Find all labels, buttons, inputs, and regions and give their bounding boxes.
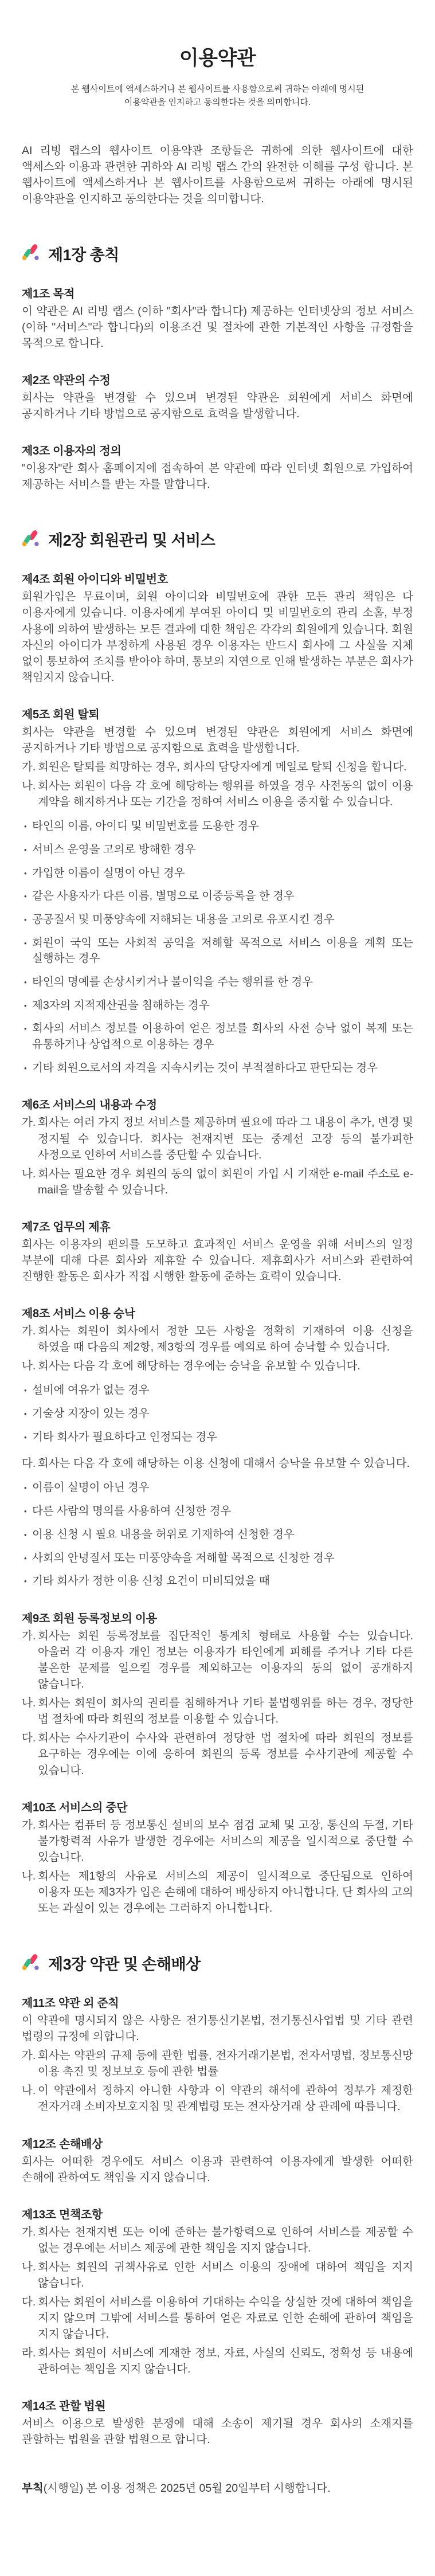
lettered-item xyxy=(22,2048,413,2080)
bullet-item xyxy=(22,998,413,1014)
bullet-dot-icon: • xyxy=(24,845,27,854)
page-subtitle-line1: 본 웹사이트에 액세스하거나 본 웹사이트를 사용함으로써 귀하는 아래에 명시된 xyxy=(70,84,365,94)
article-title: 제2조 약관의 수정 xyxy=(22,374,111,387)
article xyxy=(22,2397,413,2448)
bullet-text: 회원이 국익 또는 사회적 공익을 저해할 목적으로 서비스 이용을 계획 또는 실행하는 경우 xyxy=(32,936,413,965)
item-label: 가. xyxy=(22,1116,36,1129)
item-text: 회사는 회원이 다음 각 호에 해당하는 행위를 하였을 경우 사전동의 없이 이용 계약을 해지하거나 또는 기간을 정하여 서비스 이용을 중지할 수 있습니다. xyxy=(38,780,413,809)
item-text: 회원은 탈퇴를 희망하는 경우, 회사의 담당자에게 메일로 탈퇴 신청을 합니다. xyxy=(38,760,407,773)
bullet-text: 사회의 안녕질서 또는 미풍양속을 저해할 목적으로 신청한 경우 xyxy=(32,1551,335,1564)
item-text: 회사는 회원이 서비스에 게재한 정보, 자료, 사실의 신뢰도, 정확성 등 내용에 관하여는 책임을 지지 않습니다. xyxy=(38,2347,413,2376)
brand-logo-icon xyxy=(22,529,41,550)
item-label: 가. xyxy=(22,1325,36,1338)
lettered-item xyxy=(22,1455,413,1471)
chapter-heading-label: 제1장 총칙 xyxy=(48,246,119,264)
bullet-text: 같은 사용자가 다른 이름, 별명으로 이중등록을 한 경우 xyxy=(32,890,295,903)
article xyxy=(22,1994,413,2115)
appendix xyxy=(22,2480,413,2496)
bullet-item xyxy=(22,1551,413,1567)
item-text: 회사는 회원 등록정보를 집단적인 통계치 형태로 사용할 수는 있습니다. 아울러 각 이용자 개인 정보는 이용자가 타인에게 피해를 주거나 기타 다른 불온한 문제를 일으킬 경우를 제외하고는 이용자의 동의 없이 공개하지 않습니다. xyxy=(38,1629,413,1691)
bullet-text: 가입한 이름이 실명이 아닌 경우 xyxy=(32,866,185,879)
paragraph: "이용자"란 회사 홈페이지에 접속하여 본 약관에 따라 인터넷 회원으로 가입하여 제공하는 서비스를 받는 자를 말합니다. xyxy=(22,462,413,491)
chapters-container xyxy=(22,242,413,2448)
chapter-heading xyxy=(22,242,413,265)
article xyxy=(22,1095,413,1197)
appendix-text: (시행일) 본 이용 정책은 2025년 05월 20일부터 시행합니다. xyxy=(43,2481,331,2495)
item-label: 다. xyxy=(22,1732,36,1745)
article xyxy=(22,1304,413,1590)
intro-paragraph: AI 리빙 랩스의 웹사이트 이용약관 조항들은 귀하에 의한 웹사이트에 대한 액세스와 이용과 관련한 귀하와 AI 리빙 랩스 간의 완전한 이해를 구성 합니다. 본 웹사이트에 액세스하거나 본 웹사이트를 사용함으로써 귀하는 아래에 명시된 이용약관을 인지하고 동의한다는 것을 의미합니다. xyxy=(22,144,413,205)
lettered-item xyxy=(22,2294,413,2342)
bullet-list xyxy=(22,819,413,1076)
bullet-dot-icon: • xyxy=(24,1507,27,1516)
item-label: 가. xyxy=(22,1818,36,1831)
bullet-list xyxy=(22,1480,413,1589)
item-text: 회사는 필요한 경우 회원의 동의 없이 회원이 가입 시 기재한 e-mail 주소로 e-mail을 발송할 수 있습니다. xyxy=(38,1167,413,1196)
article-title: 제14조 관할 법원 xyxy=(22,2400,106,2413)
bullet-item xyxy=(22,912,413,928)
page-subtitle-line2: 이용약관을 인지하고 동의한다는 것을 의미합니다. xyxy=(124,97,311,108)
page-title: 이용약관 xyxy=(179,47,256,69)
article-title: 제11조 약관 외 준칙 xyxy=(22,1997,119,2010)
item-label: 가. xyxy=(22,1629,36,1642)
article xyxy=(22,1217,413,1285)
bullet-item xyxy=(22,1383,413,1399)
bullet-dot-icon: • xyxy=(24,892,27,901)
lettered-item xyxy=(22,778,413,810)
item-label: 가. xyxy=(22,760,36,773)
item-label: 나. xyxy=(22,2260,36,2273)
bullet-text: 설비에 여유가 없는 경우 xyxy=(32,1384,150,1397)
bullet-dot-icon: • xyxy=(24,1432,27,1442)
paragraph: 서비스 이용으로 발생한 분쟁에 대해 소송이 제기될 경우 회사의 소재지를 관할하는 법원을 관할 법원으로 합니다. xyxy=(22,2417,413,2446)
brand-logo-icon xyxy=(22,243,41,264)
article-title: 제8조 서비스 이용 승낙 xyxy=(22,1307,135,1321)
bullet-text: 기타 회사가 필요하다고 인정되는 경우 xyxy=(32,1430,218,1443)
lettered-item xyxy=(22,2082,413,2115)
bullet-dot-icon: • xyxy=(24,1024,27,1033)
lettered-item xyxy=(22,1323,413,1355)
article-title: 제13조 면책조항 xyxy=(22,2208,103,2221)
article-title: 제10조 서비스의 중단 xyxy=(22,1801,128,1814)
paragraph: 이 약관에 명시되지 않은 사항은 전기통신기본법, 전기통신사업법 및 기타 관련 법령의 규정에 의합니다. xyxy=(22,2014,413,2043)
article xyxy=(22,1609,413,1779)
lettered-item xyxy=(22,1695,413,1727)
item-label: 나. xyxy=(22,1697,36,1710)
bullet-dot-icon: • xyxy=(24,1553,27,1563)
bullet-dot-icon: • xyxy=(24,1530,27,1539)
bullet-item xyxy=(22,1527,413,1543)
item-text: 회사는 다음 각 호에 해당하는 경우에는 승낙을 유보할 수 있습니다. xyxy=(38,1360,360,1373)
article xyxy=(22,570,413,685)
item-text: 회사는 회원이 회사에서 정한 모든 사항을 정확히 기재하여 이용 신청을 하였을 때 다음의 제2항, 제3항의 경우를 예외로 하여 승낙할 수 있습니다. xyxy=(38,1325,413,1354)
article xyxy=(22,705,413,1076)
item-label: 나. xyxy=(22,780,36,793)
chapter-heading xyxy=(22,528,413,550)
bullet-item xyxy=(22,888,413,905)
chapter-section xyxy=(22,242,413,493)
chapter-heading-label: 제2장 회원관리 및 서비스 xyxy=(48,532,215,550)
bullet-text: 이름이 실명이 아닌 경우 xyxy=(32,1481,150,1494)
bullet-dot-icon: • xyxy=(24,938,27,948)
bullet-item xyxy=(22,819,413,835)
article-title: 제5조 회원 탈퇴 xyxy=(22,708,100,721)
item-text: 회사는 여러 가지 정보 서비스를 제공하며 필요에 따라 그 내용이 추가, 변경 및 정지될 수 있습니다. 회사는 천재지변 또는 중계선 고장 등의 불가피한 사정으로 인하여 서비스를 중단할 수 있습니다. xyxy=(38,1116,413,1161)
item-label: 나. xyxy=(22,1167,36,1180)
item-label: 다. xyxy=(22,1457,36,1470)
bullet-text: 공공질서 및 미풍양속에 저해되는 내용을 고의로 유포시킨 경우 xyxy=(32,913,335,926)
item-text: 이 약관에서 정하지 아니한 사항과 이 약관의 해석에 관하여 정부가 제정한 전자거래 소비자보호지침 및 관계법령 또는 전자상거래 상 관례에 따릅니다. xyxy=(38,2084,413,2113)
lettered-item xyxy=(22,1114,413,1162)
bullet-item xyxy=(22,1430,413,1446)
chapter-heading-label: 제3장 약관 및 손해배상 xyxy=(48,1956,201,1974)
bullet-text: 다른 사람의 명의를 사용하여 신청한 경우 xyxy=(32,1505,232,1518)
article xyxy=(22,1798,413,1916)
article xyxy=(22,371,413,422)
paragraph: 회사는 어떠한 경우에도 서비스 이용과 관련하여 이용자에게 발생한 어떠한 손해에 관하여도 책임을 지지 않습니다. xyxy=(22,2155,413,2184)
article-title: 제7조 업무의 제휴 xyxy=(22,1220,111,1234)
article xyxy=(22,2135,413,2186)
bullet-item xyxy=(22,1480,413,1496)
item-label: 라. xyxy=(22,2347,36,2360)
bullet-item xyxy=(22,1573,413,1590)
item-label: 가. xyxy=(22,2049,36,2062)
lettered-item xyxy=(22,1358,413,1374)
bullet-item xyxy=(22,1406,413,1422)
item-text: 회사는 천재지변 또는 이에 준하는 불가항력으로 인하여 서비스를 제공할 수 없는 경우에는 서비스 제공에 관한 책임을 지지 않습니다. xyxy=(38,2225,413,2254)
chapter-heading xyxy=(22,1952,413,1974)
bullet-dot-icon: • xyxy=(24,1410,27,1419)
chapter-section xyxy=(22,1952,413,2448)
bullet-text: 기타 회사가 정한 이용 신청 요건이 미비되었을 때 xyxy=(32,1575,270,1588)
appendix-label: 부칙 xyxy=(22,2481,44,2495)
article xyxy=(22,441,413,492)
paragraph: 회원가입은 무료이며, 회원 아이디와 비밀번호에 관한 모든 관리 책임은 다 이용자에게 있습니다. 이용자에게 부여된 아이디 및 비밀번호의 관리 소홀, 부정 사용에 의하여 발생하는 모든 결과에 대한 책임은 각각의 회원에게 있습니다. 회원 자신의 아이디가 부정하게 사용된 경우 이용자는 반드시 회사에 그 사실을 지체 없이 통보하여 조치를 받아야 하며, 통보의 지연으로 인해 발생하는 부분은 회사가 책임지지 않습니다. xyxy=(22,590,413,684)
bullet-list xyxy=(22,1383,413,1445)
lettered-item xyxy=(22,1868,413,1916)
bullet-text: 회사의 서비스 정보를 이용하여 얻은 정보를 회사의 사전 승낙 없이 복제 또는 유통하거나 상업적으로 이용하는 경우 xyxy=(32,1022,413,1051)
page-subtitle xyxy=(22,83,413,109)
item-text: 회사는 회원의 귀책사유로 인한 서비스 이용의 장애에 대하여 책임을 지지 않습니다. xyxy=(38,2260,413,2289)
bullet-text: 타인의 명예를 손상시키거나 불이익을 주는 행위를 한 경우 xyxy=(32,976,313,989)
item-label: 나. xyxy=(22,2084,36,2097)
chapter-section xyxy=(22,528,413,1916)
lettered-item xyxy=(22,759,413,775)
bullet-dot-icon: • xyxy=(24,1577,27,1586)
bullet-dot-icon: • xyxy=(24,978,27,987)
article-title: 제3조 이용자의 정의 xyxy=(22,445,122,458)
bullet-text: 타인의 이름, 아이디 및 비밀번호를 도용한 경우 xyxy=(32,820,259,833)
lettered-item xyxy=(22,1166,413,1198)
bullet-item xyxy=(22,1021,413,1052)
paragraph: 회사는 약관을 변경할 수 있으며 변경된 약관은 회원에게 서비스 화면에 공지하거나 기타 방법으로 공지함으로 효력을 발생합니다. xyxy=(22,392,413,421)
item-text: 회사는 컴퓨터 등 정보통신 설비의 보수 점검 교체 및 고장, 통신의 두절, 기타 불가항력적 사유가 발생한 경우에는 서비스의 제공을 일시적으로 중단할 수 있습니다. xyxy=(38,1818,413,1864)
bullet-item xyxy=(22,1504,413,1520)
bullet-dot-icon: • xyxy=(24,1483,27,1493)
bullet-item xyxy=(22,935,413,967)
bullet-text: 제3자의 지적재산권을 침해하는 경우 xyxy=(32,999,210,1012)
item-text: 회사는 회원이 회사의 권리를 침해하거나 기타 불법행위를 하는 경우, 정당한 법 절차에 따라 회원의 정보를 이용할 수 있습니다. xyxy=(38,1697,413,1726)
item-label: 다. xyxy=(22,2296,36,2309)
lettered-item xyxy=(22,1817,413,1865)
bullet-dot-icon: • xyxy=(24,1063,27,1072)
lettered-item xyxy=(22,2224,413,2256)
item-text: 회사는 다음 각 호에 해당하는 이용 신청에 대해서 승낙을 유보할 수 있습니다. xyxy=(38,1457,410,1470)
article-title: 제4조 회원 아이디와 비밀번호 xyxy=(22,573,168,586)
article xyxy=(22,2205,413,2378)
bullet-item xyxy=(22,1060,413,1076)
lettered-item xyxy=(22,1730,413,1778)
article xyxy=(22,284,413,351)
bullet-dot-icon: • xyxy=(24,1001,27,1010)
lettered-item xyxy=(22,1628,413,1692)
item-text: 회사는 회원이 서비스를 이용하여 기대하는 수익을 상실한 것에 대하여 책임을 지지 않으며 그밖에 서비스를 통하여 얻은 자료로 인한 손해에 관하여 책임을 지지 않습니다. xyxy=(38,2296,413,2341)
paragraph: 이 약관은 AI 리빙 랩스 (이하 "회사"라 합니다) 제공하는 인터넷상의 정보 서비스 (이하 "서비스"라 합니다)의 이용조건 및 절차에 관한 기본적인 사항을 규정함을 목적으로 합니다. xyxy=(22,304,413,350)
bullet-item xyxy=(22,842,413,858)
lettered-item xyxy=(22,2259,413,2291)
item-label: 나. xyxy=(22,1360,36,1373)
item-label: 가. xyxy=(22,2225,36,2238)
item-text: 회사는 제1항의 사유로 서비스의 제공이 일시적으로 중단됨으로 인하여 이용자 또는 제3자가 입은 손해에 대하여 배상하지 아니합니다. 단 회사의 고의 또는 과실이 있는 경우에는 그러하지 아니합니다. xyxy=(38,1869,413,1915)
article-title: 제1조 목적 xyxy=(22,287,75,300)
bullet-text: 기술상 지장이 있는 경우 xyxy=(32,1407,150,1420)
bullet-item xyxy=(22,974,413,991)
bullet-text: 서비스 운영을 고의로 방해한 경우 xyxy=(32,843,196,856)
item-text: 회사는 약관의 규제 등에 관한 법률, 전자거래기본법, 전자서명법, 정보통신망 이용 촉진 및 정보보호 등에 관한 법률 xyxy=(38,2049,413,2078)
bullet-item xyxy=(22,866,413,882)
article-title: 제9조 회원 등록정보의 이용 xyxy=(22,1612,157,1625)
bullet-dot-icon: • xyxy=(24,868,27,878)
article-title: 제6조 서비스의 내용과 수정 xyxy=(22,1099,157,1112)
item-label: 나. xyxy=(22,1869,36,1882)
bullet-dot-icon: • xyxy=(24,915,27,924)
article-title: 제12조 손해배상 xyxy=(22,2137,103,2151)
paragraph: 회사는 이용자의 편의를 도모하고 효과적인 서비스 운영을 위해 서비스의 일정 부분에 대해 다른 회사와 제휴할 수 있습니다. 제휴회사가 서비스와 관련하여 진행한 활동은 회사가 직접 시행한 활동에 준하는 효력이 있습니다. xyxy=(22,1238,413,1283)
bullet-text: 기타 회원으로서의 자격을 지속시키는 것이 부적절하다고 판단되는 경우 xyxy=(32,1061,378,1074)
bullet-dot-icon: • xyxy=(24,822,27,831)
paragraph: 회사는 약관을 변경할 수 있으며 변경된 약관은 회원에게 서비스 화면에 공지하거나 기타 방법으로 공지함으로 효력을 발생합니다. xyxy=(22,725,413,754)
bullet-dot-icon: • xyxy=(24,1386,27,1395)
bullet-text: 이용 신청 시 필요 내용을 허위로 기재하여 신청한 경우 xyxy=(32,1528,295,1541)
brand-logo-icon xyxy=(22,1953,41,1974)
lettered-item xyxy=(22,2345,413,2377)
item-text: 회사는 수사기관이 수사와 관련하여 정당한 법 절차에 따라 회원의 정보를 요구하는 경우에는 이에 응하여 회원의 등록 정보를 수사기관에 제공할 수 있습니다. xyxy=(38,1732,413,1777)
